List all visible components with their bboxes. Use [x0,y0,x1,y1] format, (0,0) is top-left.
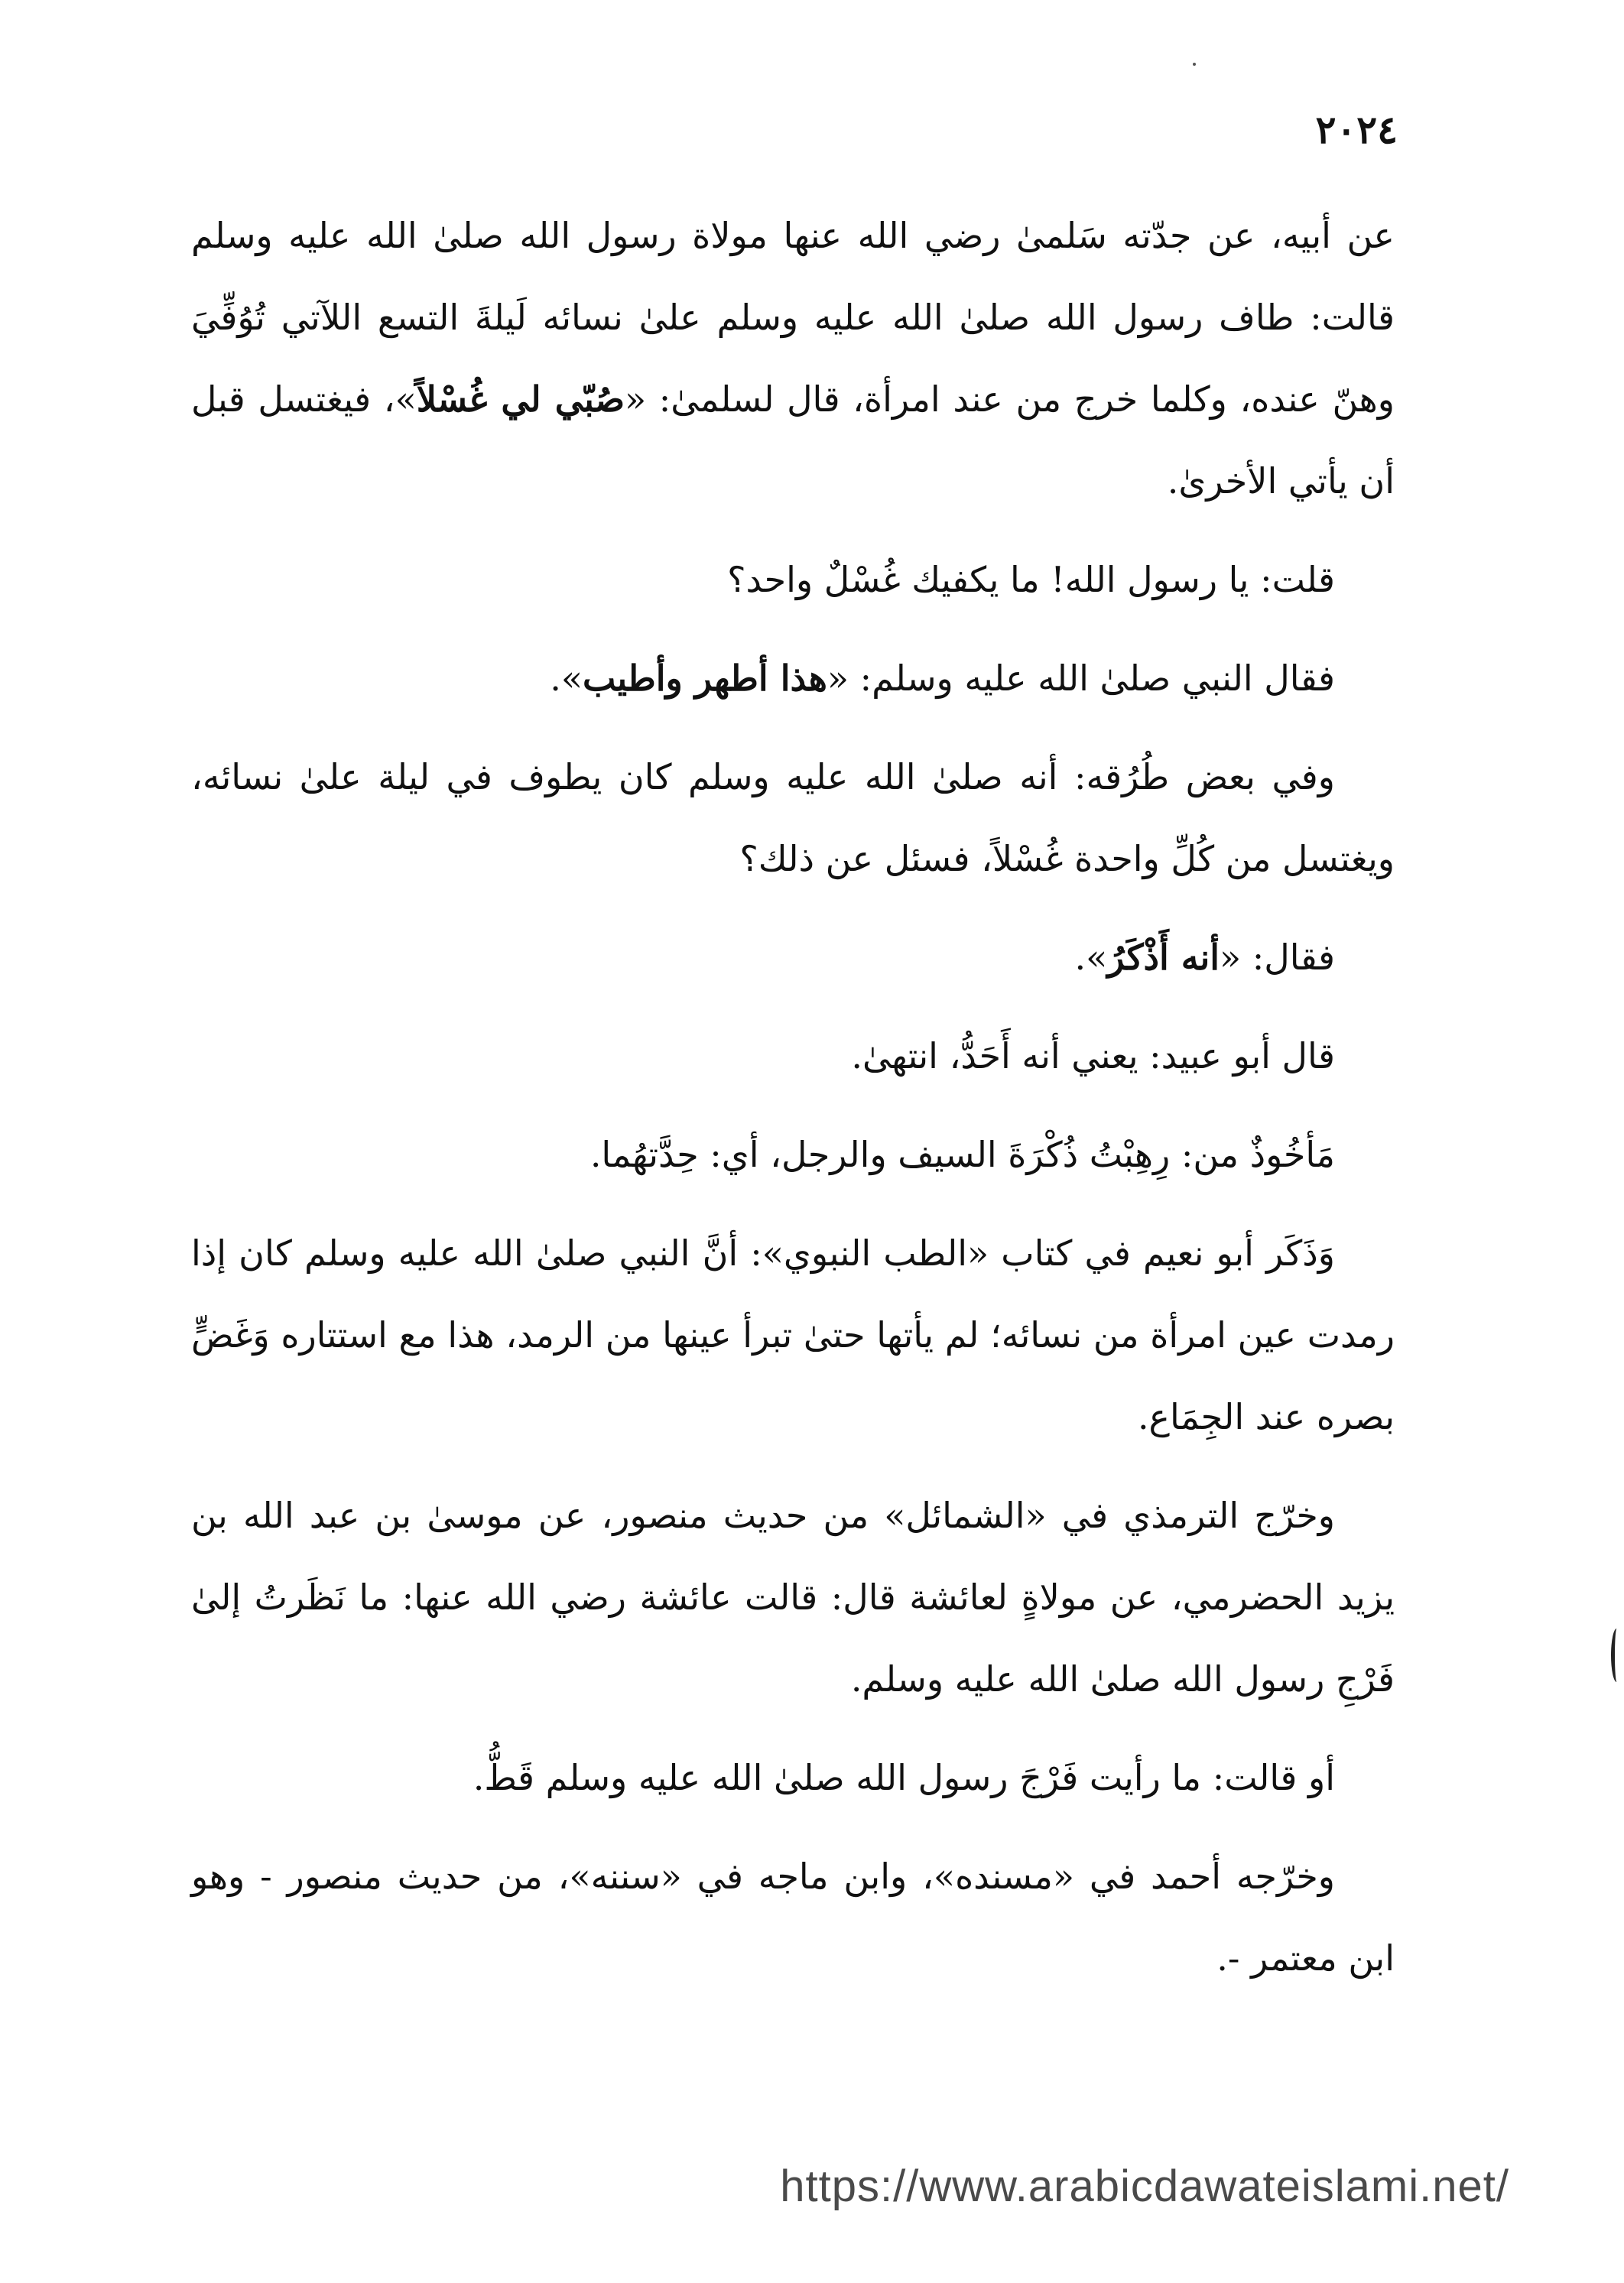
body-text [191,195,1395,2016]
page-edge-mark [1611,1629,1622,1682]
paragraph: قال أبو عبيد: يعني أنه أَحَدُّ، انتهىٰ. [851,1035,1335,1077]
paragraph: أو قالت: ما رأيت فَرْجَ رسول الله صلىٰ الله عليه وسلم قَطُّ. [473,1757,1335,1798]
paragraph: وَذَكَر أبو نعيم في كتاب «الطب النبوي»: أنَّ النبي صلىٰ الله عليه وسلم كان إذا رمدت عين امرأة من نسائه؛ لم يأتها حتىٰ تبرأ عينها من الرمد، هذا مع استتاره وَغَضٍّ بصره عند الجِمَاع. [191,1232,1395,1437]
paragraph: وخرّج الترمذي في «الشمائل» من حديث منصور، عن موسىٰ بن عبد الله بن يزيد الحضرمي، عن مولاةٍ لعائشة قال: قالت عائشة رضي الله عنها: ما نَظَرتُ إلىٰ فَرْجِ رسول الله صلىٰ الله عليه وسلم. [191,1495,1395,1700]
scan-speck [1193,63,1196,66]
paragraph: قلت: يا رسول الله! ما يكفيك غُسْلٌ واحد؟ [727,559,1335,600]
page-number: ٢٠٢٤ [1315,107,1398,152]
paragraph: مَأخُوذٌ من: رِهِبْتُ ذُكْرَةَ السيف والرجل، أي: حِدَّتهُما. [590,1134,1335,1175]
watermark-url: https://www.arabicdawateislami.net/ [780,2161,1509,2211]
paragraph: فقال: «أنه أَذْكَرُ». [1074,937,1335,978]
paragraph: وفي بعض طُرُقه: أنه صلىٰ الله عليه وسلم كان يطوف في ليلة علىٰ نسائه، ويغتسل من كُلِّ واحدة غُسْلاً، فسئل عن ذلك؟ [191,756,1395,879]
paragraph: فقال النبي صلىٰ الله عليه وسلم: «هذا أطهر وأطيب». [550,658,1335,699]
paragraph: وخرّجه أحمد في «مسنده»، وابن ماجه في «سننه»، من حديث منصور - وهو ابن معتمر -. [191,1856,1395,1979]
paragraph: عن أبيه، عن جدّته سَلمىٰ رضي الله عنها مولاة رسول الله صلىٰ الله عليه وسلم قالت: طاف رسول الله صلىٰ الله عليه وسلم علىٰ نسائه لَيلةَ التسع اللآتي تُوُفِّيَ وهنّ عنده، وكلما خرج من عند امرأة، قال لسلمىٰ: «صُبّي لي غُسْلاً»، فيغتسل قبل أن يأتي الأخرىٰ. [191,215,1395,502]
